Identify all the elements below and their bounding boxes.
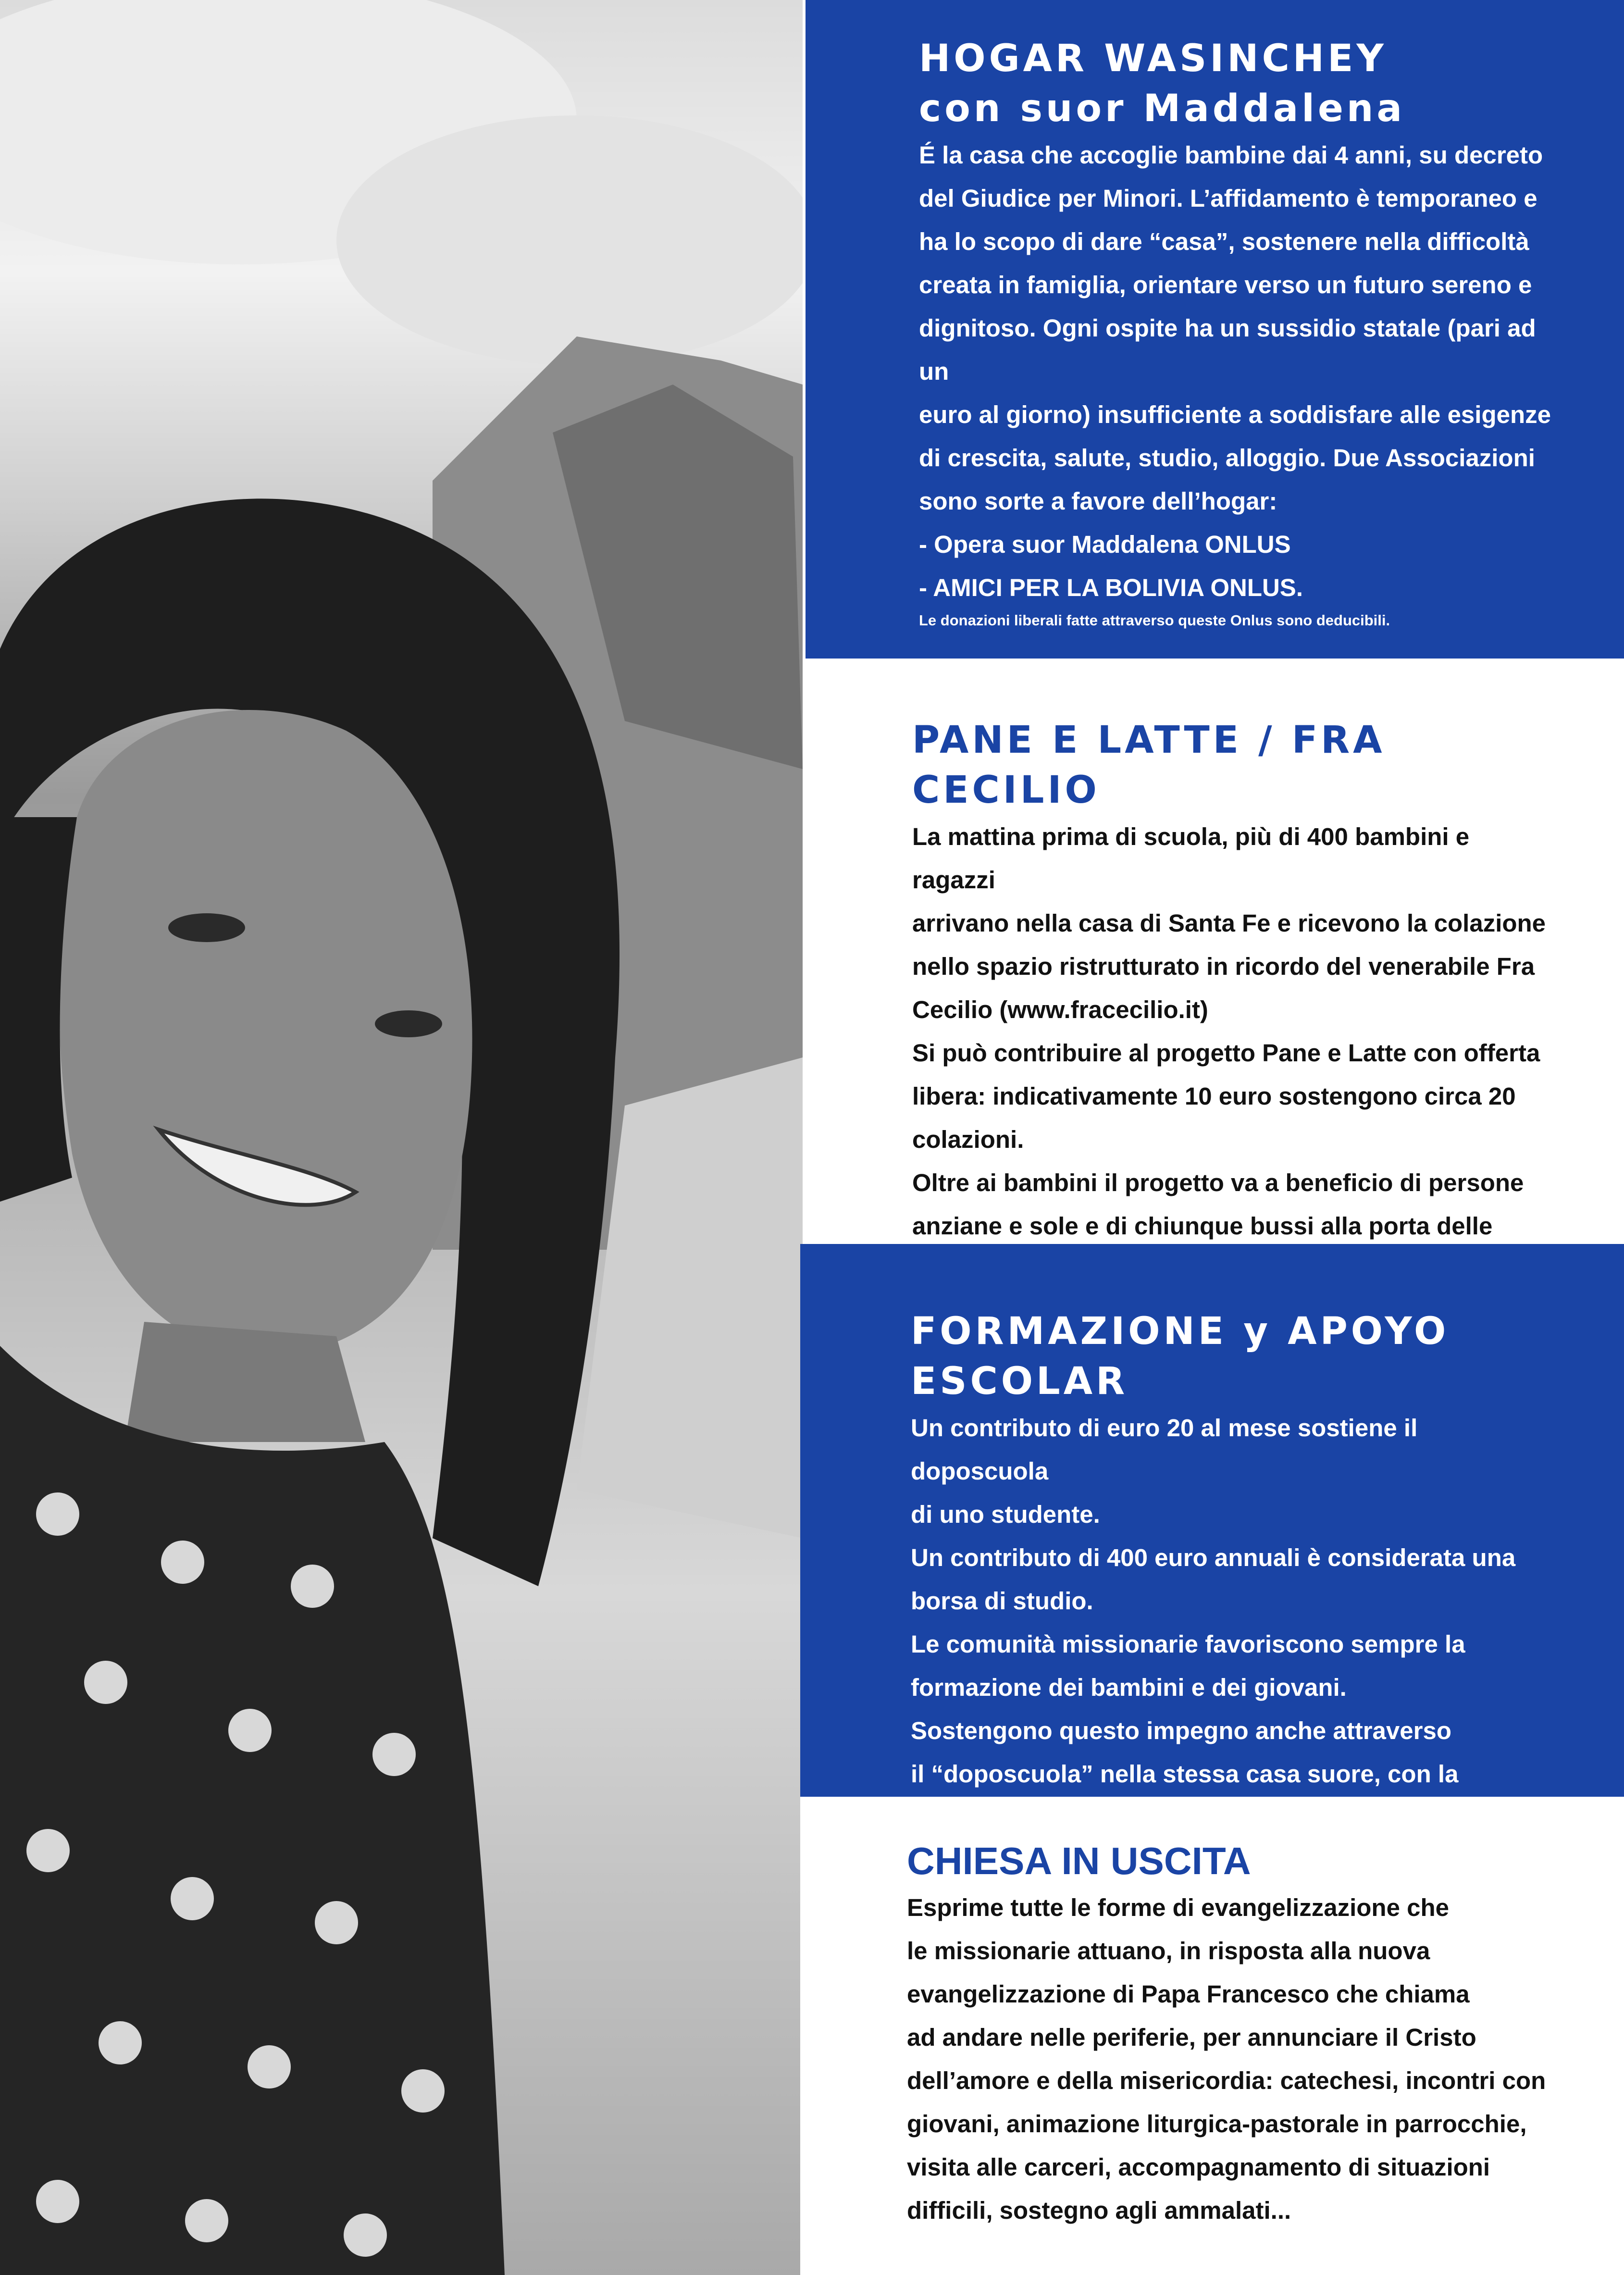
donation-note: Le donazioni liberali fatte attraverso queste Onlus sono deducibili. <box>919 612 1390 629</box>
section-body: La mattina prima di scuola, più di 400 bambini e ragazzi arrivano nella casa di Santa Fe e ricevono la colazione nello spazio ristrutturato in ricordo del venerabile Fra Cecilio (www.fracecilio.it) Si può contribuire al progetto Pane e Latte con offerta libera: indicativamente 10 euro sostengono circa 20 colazioni. Oltre ai bambini il progetto va a beneficio di persone anziane e sole e di chiunque bussi alla porta delle <box>912 823 1546 1240</box>
section-hogar-wasinchey <box>806 0 1624 659</box>
section-title: HOGAR WASINCHEY <box>919 37 1387 80</box>
section-body: É la casa che accoglie bambine dai 4 anni, su decreto del Giudice per Minori. L’affidamento è temporaneo e ha lo scopo di dare “casa”, sostenere nella difficoltà creata in famiglia, orientare verso un futuro sereno e dignitoso. Ogni ospite ha un sussidio statale (pari ad un euro al giorno) insufficiente a soddisfare alle esigenze di crescita, salute, studio, alloggio. Due Associazioni sono sorte a favore dell’hogar: - Opera suor Maddalena ONLUS - AMICI PER LA BOLIVIA ONLUS. <box>919 141 1551 601</box>
section-body: Esprime tutte le forme di evangelizzazione che le missionarie attuano, in risposta alla nuova evangelizzazione di Papa Francesco che chiama ad andare nelle periferie, per annunciare il Cristo dell’amore e della misericordia: catechesi, incontri con giovani, animazione liturgica-pastorale in parrocchie, visita alle carceri, accompagnamento di situazioni difficili, sostegno agli ammalati... <box>907 1894 1546 2224</box>
section-pane-e-latte <box>806 659 1624 1244</box>
section-title: FORMAZIONE y APOYO ESCOLAR <box>911 1310 1450 1403</box>
section-title: PANE E LATTE / FRA CECILIO <box>912 719 1386 812</box>
section-subtitle: con suor Maddalena <box>919 87 1406 130</box>
section-body: Un contributo di euro 20 al mese sostiene il doposcuola di uno studente. Un contributo di 400 euro annuali è considerata una borsa di studio. Le comunità missionarie favoriscono sempre la formazione dei bambini e dei giovani. Sostengono questo impegno anche attraverso il “doposcuola” nella stessa casa suore, con la <box>911 1414 1516 1788</box>
section-formazione <box>800 1244 1624 1797</box>
section-chiesa-in-uscita <box>800 1797 1624 2275</box>
section-title: CHIESA IN USCITA <box>907 1840 1251 1882</box>
girl-portrait-photo <box>0 0 803 2275</box>
